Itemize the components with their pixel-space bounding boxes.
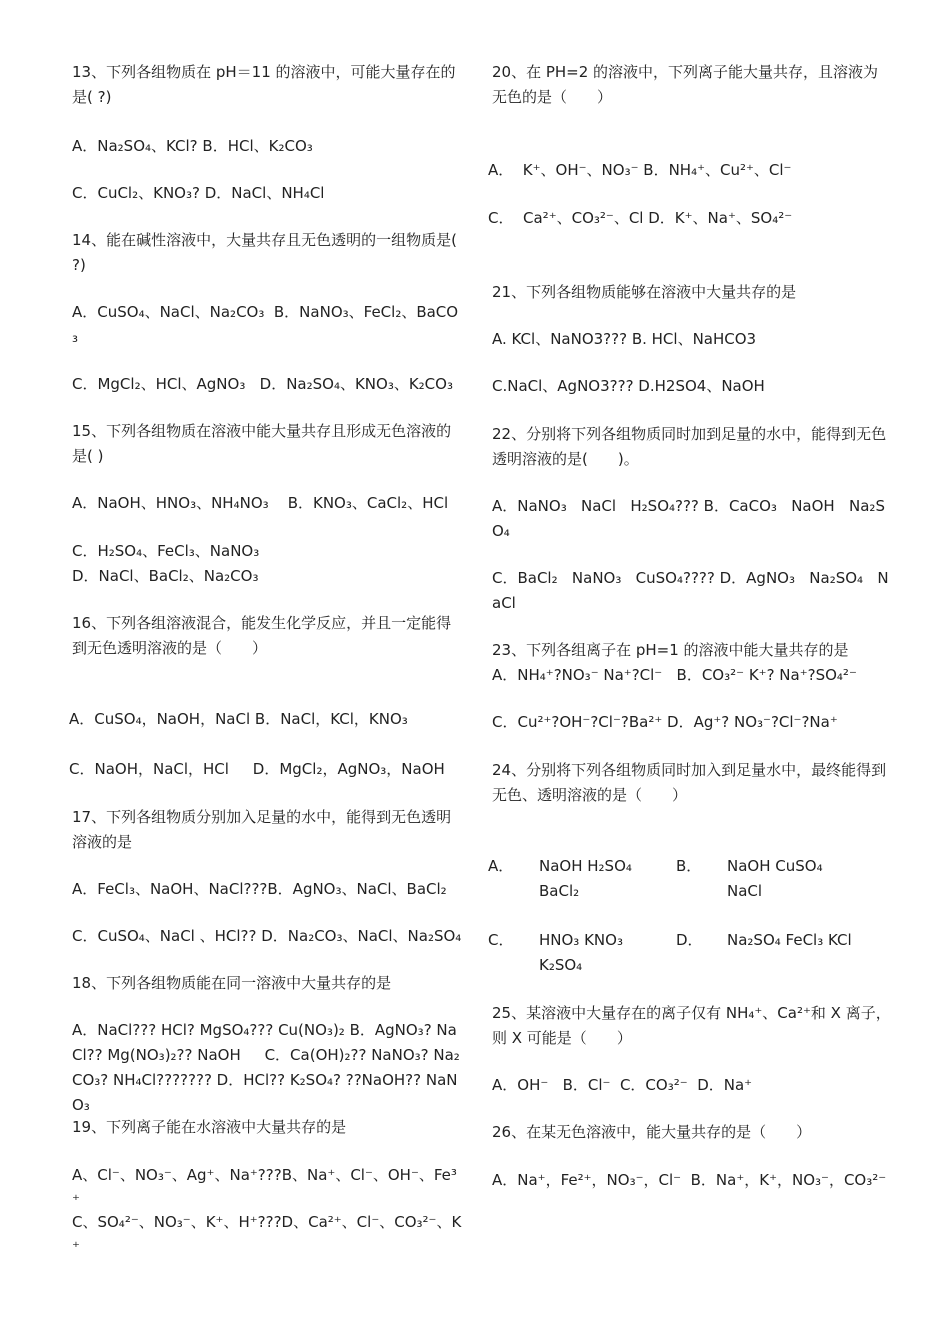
q17-options-ab: A．FeCl₃、NaOH、NaCl???B．AgNO₃、NaCl、BaCl₂	[72, 880, 447, 898]
q15-option-d: D．NaCl、BaCl₂、Na₂CO₃	[72, 567, 259, 585]
q16-stem: 16、下列各组溶液混合，能发生化学反应，并且一定能得到无色透明溶液的是（ ）	[72, 614, 452, 657]
q24-stem: 24、分别将下列各组物质同时加入到足量水中，最终能得到无色、透明溶液的是（ ）	[492, 761, 887, 804]
q16-options-cd: C．NaOH，NaCl，HCl D．MgCl₂，AgNO₃，NaOH	[69, 760, 445, 778]
q19-options-cd: C、SO₄²⁻、NO₃⁻、K⁺、H⁺???D、Ca²⁺、Cl⁻、CO₃²⁻、K⁺	[72, 1213, 462, 1256]
q22-stem: 22、分别将下列各组物质同时加到足量的水中，能得到无色透明溶液的是( )。	[492, 425, 887, 468]
q16-options-ab: A．CuSO₄，NaOH，NaCl B．NaCl，KCl，KNO₃	[69, 710, 408, 728]
q26-stem: 26、在某无色溶液中，能大量共存的是（ ）	[492, 1123, 812, 1141]
q13-stem: 13、下列各组物质在 pH＝11 的溶液中，可能大量存在的是( ?)	[72, 63, 456, 106]
q26-options: A．Na⁺，Fe²⁺，NO₃⁻，Cl⁻ B．Na⁺，K⁺，NO₃⁻，CO₃²⁻	[492, 1171, 887, 1189]
q15-stem: 15、下列各组物质在溶液中能大量共存且形成无色溶液的是( )	[72, 422, 452, 465]
q21-options-cd: C.NaCl、AgNO3??? D.H2SO4、NaOH	[492, 377, 765, 395]
q22-options-cd: C．BaCl₂ NaNO₃ CuSO₄???? D．AgNO₃ Na₂SO₄ NaCl	[492, 569, 889, 612]
q21-options-ab: A. KCl、NaNO3??? B. HCl、NaHCO3	[492, 330, 757, 348]
q18-stem: 18、下列各组物质能在同一溶液中大量共存的是	[72, 974, 392, 992]
q14-options-ab: A．CuSO₄、NaCl、Na₂CO₃ B．NaNO₃、FeCl₂、BaCO₃	[72, 303, 459, 346]
q17-stem: 17、下列各组物质分别加入足量的水中，能得到无色透明溶液的是	[72, 808, 452, 851]
q18-options: A．NaCl??? HCl? MgSO₄??? Cu(NO₃)₂ B．AgNO₃? NaCl?? Mg(NO₃)₂?? NaOH C．Ca(OH)₂?? NaNO₃? Na₂CO₃? NH₄Cl??????? D．HCl?? K₂SO₄? ??NaOH?? NaNO₃	[72, 1021, 460, 1114]
q22-options-ab: A．NaNO₃ NaCl H₂SO₄??? B．CaCO₃ NaOH Na₂SO₄	[492, 497, 885, 540]
q24-option-c-text: HNO₃ KNO₃ K₂SO₄	[539, 931, 623, 974]
q14-options-cd: C．MgCl₂、HCl、AgNO₃ D．Na₂SO₄、KNO₃、K₂CO₃	[72, 375, 453, 393]
q13-options-cd: C．CuCl₂、KNO₃? D．NaCl、NH₄Cl	[72, 184, 325, 202]
q24-option-a-label: A．	[488, 857, 514, 875]
q17-options-cd: C．CuSO₄、NaCl 、HCl?? D．Na₂CO₃、NaCl、Na₂SO₄	[72, 927, 462, 945]
q21-stem: 21、下列各组物质能够在溶液中大量共存的是	[492, 283, 797, 301]
q25-stem: 25、某溶液中大量存在的离子仅有 NH₄⁺、Ca²⁺和 X 离子，则 X 可能是（ ）	[492, 1004, 891, 1047]
q20-options-cd: C． Ca²⁺、CO₃²⁻、Cl D．K⁺、Na⁺、SO₄²⁻	[488, 209, 793, 227]
q13-options-ab: A．Na₂SO₄、KCl? B．HCl、K₂CO₃	[72, 137, 313, 155]
q24-option-a-text: NaOH H₂SO₄ BaCl₂	[539, 857, 632, 900]
q19-stem: 19、下列离子能在水溶液中大量共存的是	[72, 1118, 347, 1136]
q23-options-ab: A．NH₄⁺?NO₃⁻ Na⁺?Cl⁻ B．CO₃²⁻ K⁺? Na⁺?SO₄²⁻	[492, 666, 857, 684]
q24-option-d-text: Na₂SO₄ FeCl₃ KCl	[727, 931, 852, 949]
q15-option-c: C．H₂SO₄、FeCl₃、NaNO₃	[72, 542, 260, 560]
q14-stem: 14、能在碱性溶液中，大量共存且无色透明的一组物质是( ?)	[72, 231, 462, 274]
q19-options-ab: A、Cl⁻、NO₃⁻、Ag⁺、Na⁺???B、Na⁺、Cl⁻、OH⁻、Fe³⁺	[72, 1166, 457, 1209]
q24-option-c-label: C．	[488, 931, 514, 949]
q24-option-d-label: D．	[676, 931, 703, 949]
q20-options-ab: A． K⁺、OH⁻、NO₃⁻ B．NH₄⁺、Cu²⁺、Cl⁻	[488, 161, 792, 179]
q25-options: A．OH⁻ B．Cl⁻ C．CO₃²⁻ D．Na⁺	[492, 1076, 753, 1094]
q23-stem: 23、下列各组离子在 pH=1 的溶液中能大量共存的是	[492, 641, 849, 659]
q24-option-b-label: B．	[676, 857, 702, 875]
q20-stem: 20、在 PH=2 的溶液中，下列离子能大量共存，且溶液为无色的是（ ）	[492, 63, 879, 106]
q24-option-b-text: NaOH CuSO₄ NaCl	[727, 857, 823, 900]
q15-options-ab: A．NaOH、HNO₃、NH₄NO₃ B．KNO₃、CaCl₂、HCl	[72, 494, 449, 512]
q23-options-cd: C．Cu²⁺?OH⁻?Cl⁻?Ba²⁺ D．Ag⁺? NO₃⁻?Cl⁻?Na⁺	[492, 713, 838, 731]
